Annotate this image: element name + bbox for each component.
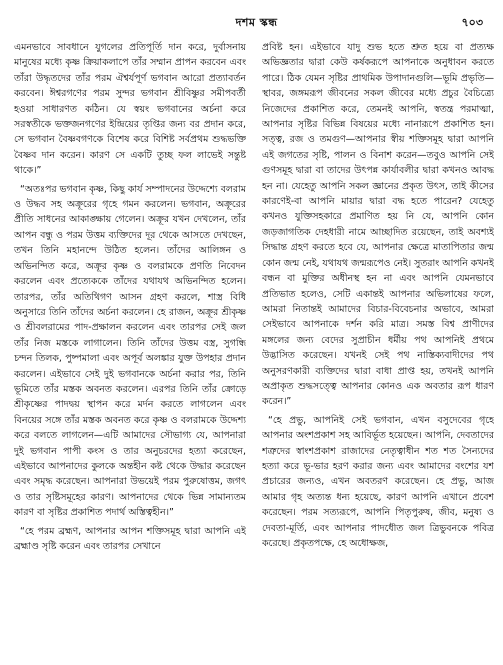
paragraph: প্রবিষ্ট হন। এইভাবে যাদু শুভ হতে শ্রুত হয়ে বা প্রত্যক্ষ অভিজ্ঞতার দ্বারা কেউ কর্ষকরূপে আপনাকে অনুধাবন করতে পারে। ঠিক যেমন সৃষ্টির প্রাথমিক উপাদানগুলি—ভূমি প্রভৃতি—স্থাবর, জঙ্গমরূপ জীবনের সকল জীবের মধ্যে প্রচুর বৈচিত্র্যে নিজেদের প্রকাশিত করে, তেমনই আপনি, স্বতন্ত্র পরমাত্মা, আপনার সৃষ্টির বিভিন্ন বিষয়ের মধ্যে নানারূপে প্রকাশিত হন। সত্ত্ব, রজ ও তমগুণ—আপনার স্বীয় শক্তিসমূহ দ্বারা আপনি এই জগতের সৃষ্টি, পালন ও বিনাশ করেন—তবুও আপনি সেই গুণসমূহ দ্বারা বা তাদের উৎপন্ন কার্যাবলীর দ্বারা কখনও আবদ্ধ হন না। যেহেতু আপনি সকল জ্ঞানের প্রকৃত উৎস, তাই কীসের কারণেই-বা আপনি মায়ার দ্বারা বদ্ধ হতে পারেন? যেহেতু কখনও যুক্তিসহকারে প্রমাণিত হয় নি যে, আপনি কোন জড়জাগতিক দেহধারী নামে আচ্ছাদিত রয়েছেন, তাই অবশ্যই সিদ্ধান্ত গ্রহণ করতে হবে যে, আপনার ক্ষেত্রে মাতাপিতার জন্ম কোন জন্ম নেই, যথাযথ জন্মরূপেও নেই। সুতরাং আপনি কখনই বন্ধন বা মুক্তির অধীনস্থ হন না এবং আপনি যেমনভাবে প্রতিভাত হলেও, সেটি একান্তই আপনার অভিলাষের ফলে, আমরা নিতান্তই আমাদের বিচার-বিবেচনার অভাবে, আমরা সেইভাবে আপনাকে দর্শন করি মাত্র। সমস্ত বিশ্ব প্রাণীদের মঙ্গলের জন্য বেদের সুপ্রাচীন ধর্মীয় পথ আপনিই প্রথমে উদ্ভাসিত করেছেন। যখনই সেই পথ নাস্তিক্যবাদীদের পথ অনুসরণকারী ব্যক্তিদের দ্বারা বাধা প্রাপ্ত হয়, তখনই আপনি অপ্রাকৃত শুদ্ধসত্ত্বে আপনার কোনও এক অবতার রূপ ধারণ করেন।” xyxy=(262,42,494,408)
page-header xyxy=(30,14,483,32)
running-title: দশম স্কন্ধ xyxy=(235,16,278,29)
paragraph: “হে পরম ব্রহ্মণ, আপনার আপন শক্তিসমূহ দ্বারা আপনি এই ব্রহ্মাণ্ড সৃষ্টি করেন এবং তারপর সেখানে xyxy=(14,525,246,552)
paragraph: “অতঃপর ভগবান কৃষ্ণ, কিছু কার্য সম্পাদনের উদ্দেশ্যে বলরাম ও উদ্ধব সহ অক্রূরের গৃহে গমন করলেন। ভগবান, অক্রূরের প্রীতি সাধনের আকাঙ্ক্ষায় গেলেন। অক্রূর যখন দেখলেন, তাঁর আপন বন্ধু ও পরম উত্তম ব্যক্তিদের দূর থেকে আসতে দেখছেন, তখন তিনি মহানন্দে উঠিত হলেন। তাঁদের আলিঙ্গন ও অভিনন্দিত করে, অক্রূর কৃষ্ণ ও বলরামকে প্রণতি নিবেদন করলেন এবং প্রত্যেককে তাঁদের যথাযথ অভিনন্দিত হলেন। তারপর, তাঁর অতিথিগণ আসন গ্রহণ করলে, শাস্ত্র বিধি অনুসারে তিনি তাঁদের অর্চনা করলেন। হে রাজন, অক্রূর শ্রীকৃষ্ণ ও শ্রীবলরামের পাদ-প্রক্ষালন করলেন এবং তারপর সেই জল তাঁর নিজ মস্তকে লাগালেন। তিনি তাঁদের উত্তম বস্ত্র, সুগন্ধি চন্দন তিলক, পুষ্পমালা এবং অপূর্ব অলঙ্কার যুক্ত উপহার প্রদান করলেন। এইভাবে সেই দুই ভগবানকে অর্চনা করার পর, তিনি ভূমিতে তাঁর মস্তক অবনত করলেন। এরপর তিনি তাঁর ক্রোড়ে শ্রীকৃষ্ণের পাদদ্বয় স্থাপন করে মর্দন করতে লাগলেন এবং বিনয়ের সঙ্গে তাঁর মস্তক অবনত করে কৃষ্ণ ও বলরামকে উদ্দেশ্য করে বলতে লাগলেন—এটি আমাদের সৌভাগ্য যে, আপনারা দুই ভগবান পাপী কংস ও তার অনুচরদের হত্যা করেছেন, এইভাবে আপনাদের কুলকে অন্তহীন কষ্ট থেকে উদ্ধার করেছেন এবং সমৃদ্ধ করেছেন। আপনারা উভয়েই পরম পুরুষোত্তম, জগৎ ও তার সৃষ্টিসমূহের কারণ। আপনাদের থেকে ভিন্ন সামান্যতম কারণ বা সৃষ্টির প্রকাশিত পদার্থ অস্তিত্বহীন।” xyxy=(14,183,246,519)
left-column xyxy=(14,40,246,655)
paragraph: “হে প্রভু, আপনিই সেই ভগবান, এখন বসুদেবের গৃহে আপনার অংশপ্রকাশ সহ আবির্ভূত হয়েছেন। আপনি, দেবতাদের শত্রুদের স্বাংশপ্রকাশ রাজাদের নেতৃত্বাধীন শত শত সৈন্যদের হত্যা করে ভূ-ভার হরণ করার জন্য এবং আমাদের বংশের যশ প্রচারের জন্যও, এখন অবতরণ করেছেন। হে প্রভু, আজ আমার গৃহ অত্যন্ত ধন্য হয়েছে, কারণ আপনি এখানে প্রবেশ করেছেন। পরম সত্যরূপে, আপনি পিতৃপুরুষ, জীব, মনুষ্য ও দেবতা-মূর্তি, এবং আপনার পাদধৌত জল ত্রিভুবনকে পবিত্র করেছে। প্রকৃতপক্ষে, হে অধোক্ষজ, xyxy=(262,414,494,549)
right-column xyxy=(262,40,494,655)
page-number: ৭০৩ xyxy=(461,16,483,29)
paragraph: এমনভাবে সাবধানে যুগলের প্রতিপূর্তি দান করে, দুর্বাসনায় মানুষের মধ্যে কৃষ্ণ ক্রিয়াকলাপে তাঁর সম্মান প্রাপন করবেন এবং তাঁরা উদ্ধৃতদের তাঁর পরম ঐশ্বর্যপূর্ণ ভগবান আরো প্রত্যাবর্তন করবেন। ঈশ্বরগণের পরম সুন্দর ভগবান শ্রীবিষ্ণুর সমীপবর্তী হওয়া সাধারণত কঠিন। যে স্বয়ং ভগবানের অর্চনা করে সরস্বতীকে ভক্তজনগণের ইন্দ্রিয়ের তৃপ্তির জন্য বর প্রদান করে, সে ভগবান বৈষ্ণবগণকে বিশেষ করে বিশিষ্ট সর্বপ্রথম শুদ্ধভক্তি বৈষ্ণব দান করেন। কারণ সে একটি তুচ্ছ ফল লাভেই সন্তুষ্ট থাকে।” xyxy=(14,42,246,177)
